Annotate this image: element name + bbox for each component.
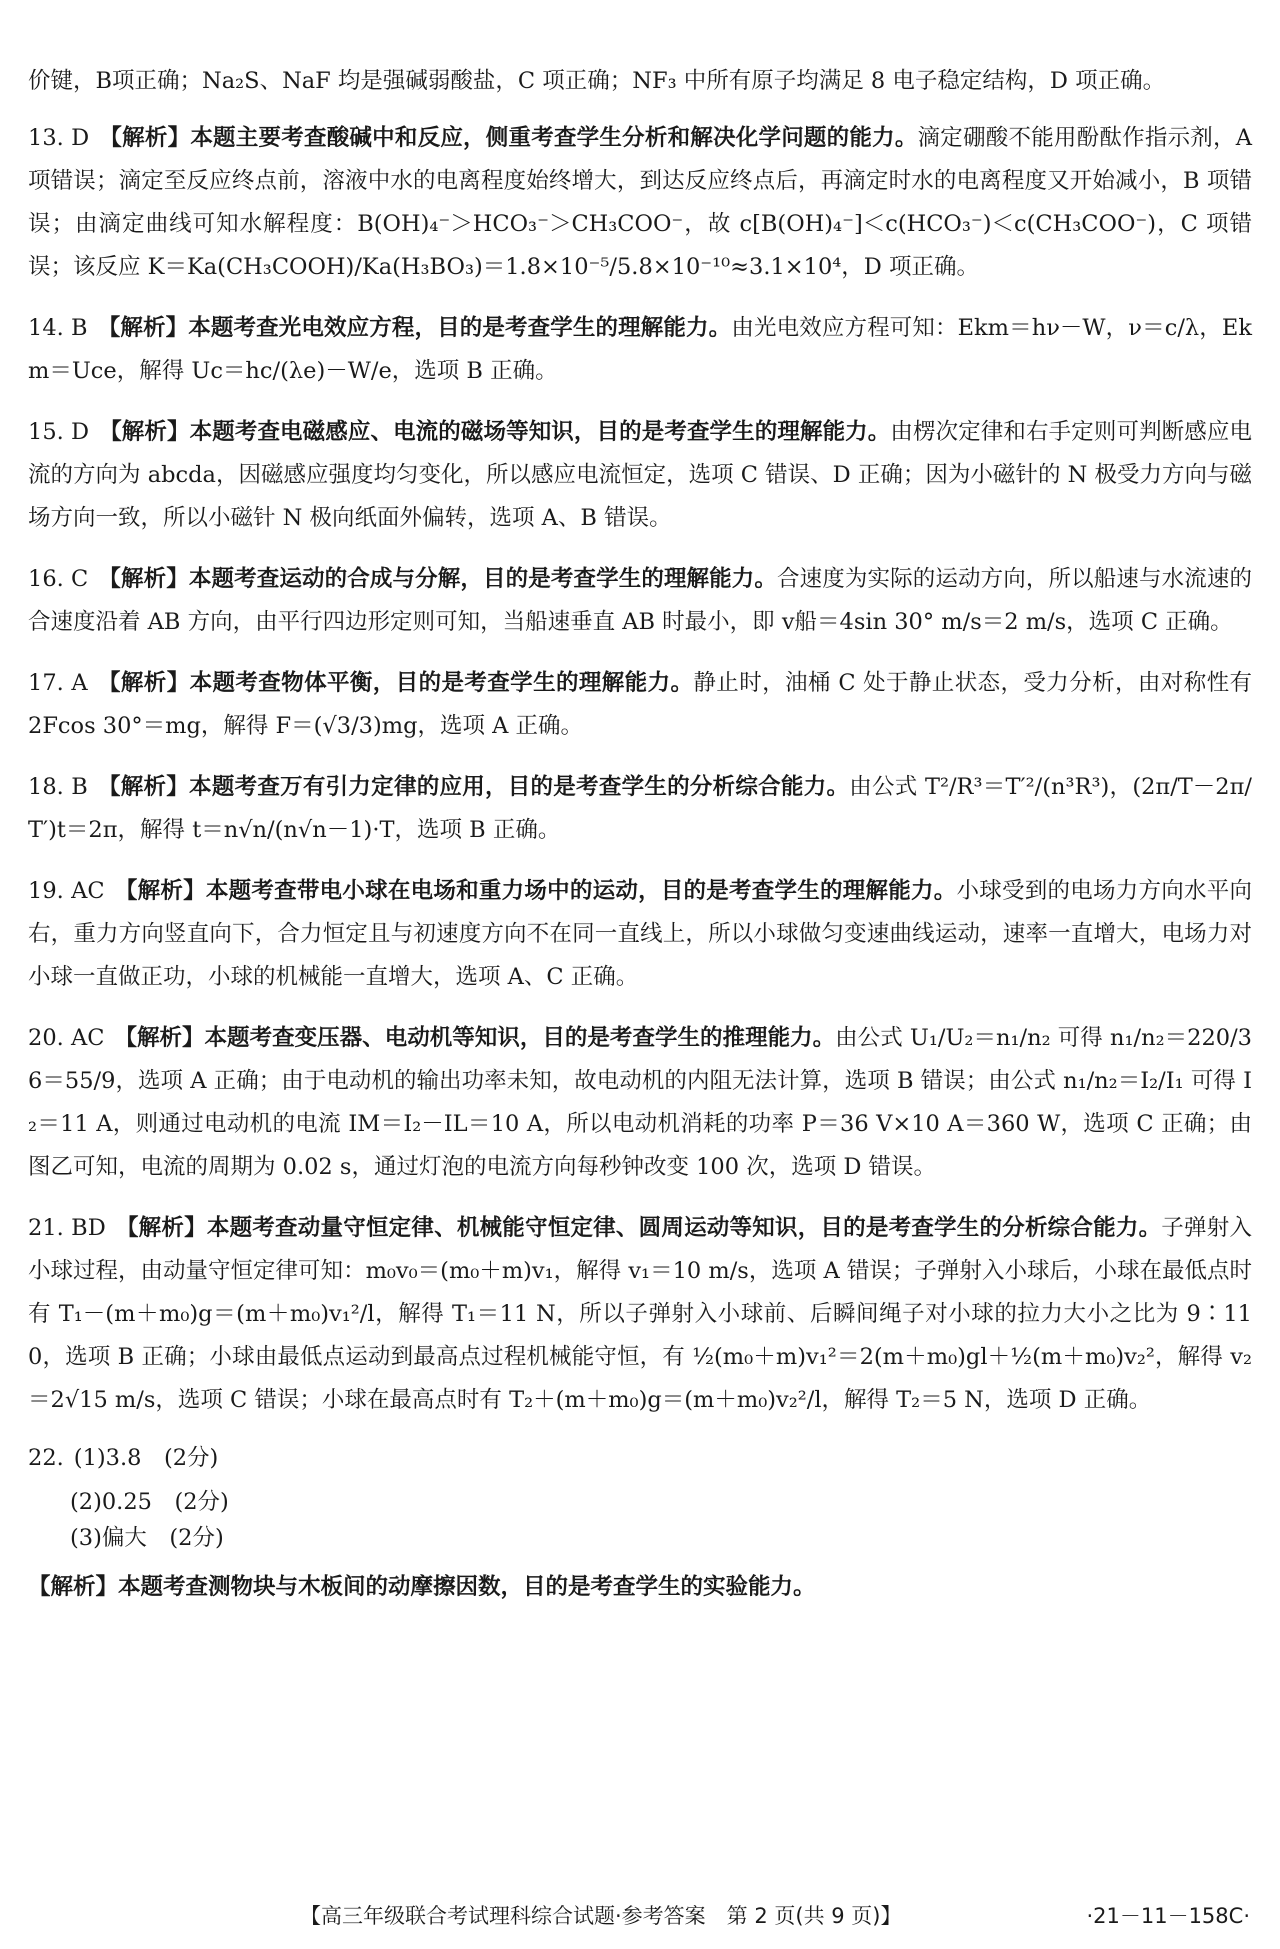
answer-18 [28,766,1252,852]
question-number-answer: 21. BD [28,1215,106,1241]
answer-text: 由公式 T²/R³＝T′²/(n³R³)，(2π/T－2π/T′)t＝2π，解得 t＝n√n/(n√n－1)·T，选项 B 正确。 [28,774,1252,843]
footer-code: ·21－11－158C· [1086,1904,1250,1928]
analysis-heading: 【解析】本题考查物体平衡，目的是考查学生的理解能力。 [97,670,694,696]
answer-content [28,60,1252,1627]
analysis-heading: 【解析】本题考查电磁感应、电流的磁场等知识，目的是考查学生的理解能力。 [99,419,891,445]
question-number-answer: 17. A [28,670,88,696]
sub-answer-list [70,1484,1252,1556]
analysis-heading: 【解析】本题主要考查酸碱中和反应，侧重考查学生分析和解决化学问题的能力。 [99,125,918,151]
answer-17 [28,662,1252,748]
answer-text: 由光电效应方程可知：Ekm＝hν－W，ν＝c/λ，Ekm＝Uce，解得 Uc＝hc/(λe)－W/e，选项 B 正确。 [28,315,1252,384]
analysis-heading: 【解析】本题考查变压器、电动机等知识，目的是考查学生的推理能力。 [114,1025,836,1051]
answer-text: 合速度为实际的运动方向，所以船速与水流速的合速度沿着 AB 方向，由平行四边形定则可知，当船速垂直 AB 时最小，即 v船＝4sin 30° m/s＝2 m/s，选项 C 正确。 [28,566,1252,635]
analysis-heading: 【解析】本题考查光电效应方程，目的是考查学生的理解能力。 [97,315,732,341]
analysis-heading: 【解析】本题考查万有引力定律的应用，目的是考查学生的分析综合能力。 [97,774,850,800]
answer-21 [28,1207,1252,1422]
question-number-answer: 16. C [28,566,89,592]
analysis-heading: 【解析】本题考查带电小球在电场和重力场中的运动，目的是考查学生的理解能力。 [114,878,957,904]
answer-text: 静止时，油桶 C 处于静止状态，受力分析，由对称性有 2Fcos 30°＝mg，解得 F＝(√3/3)mg，选项 A 正确。 [28,670,1252,739]
answer-text: 小球受到的电场力方向水平向右，重力方向竖直向下，合力恒定且与初速度方向不在同一直线上，所以小球做匀变速曲线运动，速率一直增大，电场力对小球一直做正功，小球的机械能一直增大，选项 A、C 正确。 [28,878,1252,990]
sub-answer: (3)偏大 (2分) [70,1525,224,1551]
analysis-heading: 【解析】本题考查动量守恒定律、机械能守恒定律、圆周运动等知识，目的是考查学生的分析综合能力。 [115,1215,1162,1241]
paragraph-12-tail [28,60,1252,103]
analysis-heading: 【解析】本题考查测物块与木板间的动摩擦因数，目的是考查学生的实验能力。 [28,1574,816,1600]
answer-20 [28,1017,1252,1189]
answer-16 [28,558,1252,644]
answer-text: 由楞次定律和右手定则可判断感应电流的方向为 abcda，因磁感应强度均匀变化，所以感应电流恒定，选项 C 错误、D 正确；因为小磁针的 N 极受力方向与磁场方向一致，所以小磁针 N 极向纸面外偏转，选项 A、B 错误。 [28,419,1252,531]
answer-text: 价键，B项正确；Na₂S、NaF 均是强碱弱酸盐，C 项正确；NF₃ 中所有原子均满足 8 电子稳定结构，D 项正确。 [28,68,1166,94]
answer-text: 滴定硼酸不能用酚酞作指示剂，A 项错误；滴定至反应终点前，溶液中水的电离程度始终增大，到达反应终点后，再滴定时水的电离程度又开始减小，B 项错误；由滴定曲线可知水解程度：B(OH)₄⁻＞HCO₃⁻＞CH₃COO⁻，故 c[B(OH)₄⁻]＜c(HCO₃⁻)＜c(CH₃COO⁻)，C 项错误；该反应 K＝Ka(CH₃COOH)/Ka(H₃BO₃)＝1.8×10⁻⁵/5.8×10⁻¹⁰≈3.1×10⁴，D 项正确。 [28,125,1252,280]
answer-14 [28,307,1252,393]
answer-19 [28,870,1252,999]
question-number-answer: 19. AC [28,878,105,904]
answer-text: 子弹射入小球过程，由动量守恒定律可知：m₀v₀＝(m₀＋m)v₁，解得 v₁＝10 m/s，选项 A 错误；子弹射入小球后，小球在最低点时有 T₁－(m＋m₀)g＝(m＋m₀)v₁²/l，解得 T₁＝11 N，所以子弹射入小球前、后瞬间绳子对小球的拉力大小之比为 9∶110，选项 B 正确；小球由最低点运动到最高点过程机械能守恒，有 ½(m₀＋m)v₁²＝2(m＋m₀)gl＋½(m＋m₀)v₂²，解得 v₂＝2√15 m/s，选项 C 错误；小球在最高点时有 T₂＋(m＋m₀)g＝(m＋m₀)v₂²/l，解得 T₂＝5 N，选项 D 正确。 [28,1215,1252,1413]
footer-title: 【高三年级联合考试理科综合试题·参考答案 第 2 页(共 9 页)】 [300,1904,902,1928]
answer-22 [28,1440,1252,1609]
answer-13 [28,117,1252,289]
question-number-answer: 14. B [28,315,88,341]
sub-answer: (2)0.25 (2分) [70,1489,229,1515]
sub-answer: (1)3.8 (2分) [73,1445,219,1471]
answer-22-analysis [28,1566,1252,1609]
question-number-answer: 13. D [28,125,90,151]
analysis-heading: 【解析】本题考查运动的合成与分解，目的是考查学生的理解能力。 [98,566,778,592]
question-number-answer: 15. D [28,419,90,445]
question-number: 22. [28,1445,64,1471]
question-number-answer: 20. AC [28,1025,105,1051]
question-number-answer: 18. B [28,774,88,800]
answer-text: 由公式 U₁/U₂＝n₁/n₂ 可得 n₁/n₂＝220/36＝55/9，选项 A 正确；由于电动机的输出功率未知，故电动机的内阻无法计算，选项 B 错误；由公式 n₁/n₂＝I₂/I₁ 可得 I₂＝11 A，则通过电动机的电流 IM＝I₂－IL＝10 A，所以电动机消耗的功率 P＝36 V×10 A＝360 W，选项 C 正确；由图乙可知，电流的周期为 0.02 s，通过灯泡的电流方向每秒钟改变 100 次，选项 D 错误。 [28,1025,1252,1180]
answer-15 [28,411,1252,540]
answer-22-part-1 [28,1440,1252,1476]
